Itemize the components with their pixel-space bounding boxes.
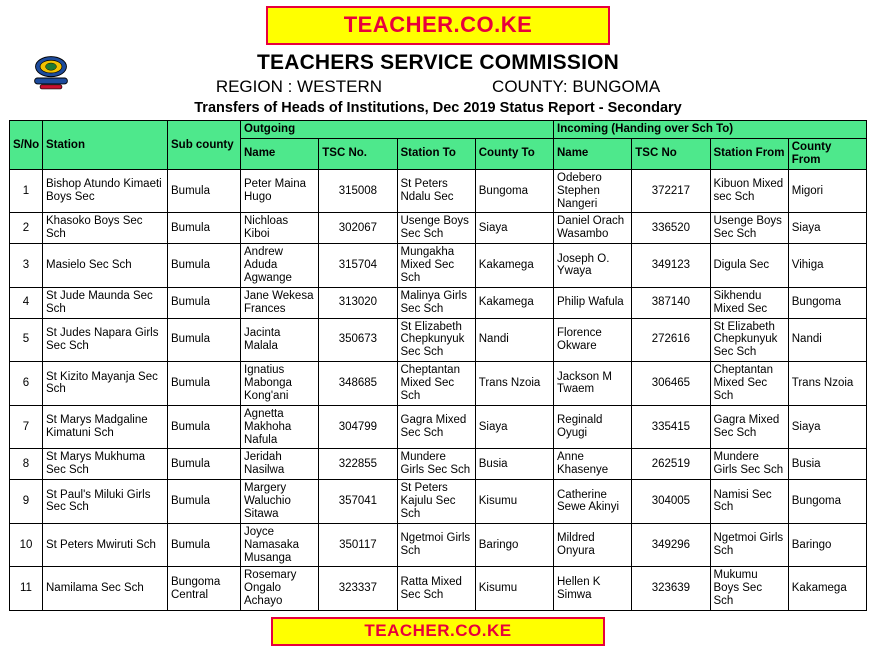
cell-out-name: Jeridah Nasilwa bbox=[241, 449, 319, 480]
cell-sn: 11 bbox=[10, 567, 43, 611]
cell-in-station-from: Digula Sec bbox=[710, 244, 788, 288]
cell-station: St Jude Maunda Sec Sch bbox=[43, 287, 168, 318]
cell-out-name: Rosemary Ongalo Achayo bbox=[241, 567, 319, 611]
tsc-crest-logo bbox=[28, 53, 74, 93]
cell-out-tsc: 304799 bbox=[319, 405, 397, 449]
table-row bbox=[10, 480, 867, 524]
cell-out-county-to: Nandi bbox=[475, 318, 553, 362]
table-row bbox=[10, 244, 867, 288]
cell-out-station-to: Ngetmoi Girls Sch bbox=[397, 523, 475, 567]
cell-in-county-from: Bungoma bbox=[788, 480, 866, 524]
table-row bbox=[10, 449, 867, 480]
cell-out-station-to: Mundere Girls Sec Sch bbox=[397, 449, 475, 480]
cell-in-station-from: Ngetmoi Girls Sch bbox=[710, 523, 788, 567]
cell-out-tsc: 348685 bbox=[319, 362, 397, 406]
cell-sub-county: Bumula bbox=[168, 405, 241, 449]
cell-sub-county: Bumula bbox=[168, 523, 241, 567]
cell-sn: 10 bbox=[10, 523, 43, 567]
cell-out-name: Andrew Aduda Agwange bbox=[241, 244, 319, 288]
cell-sub-county: Bungoma Central bbox=[168, 567, 241, 611]
table-row bbox=[10, 362, 867, 406]
cell-sn: 7 bbox=[10, 405, 43, 449]
group-header-incoming: Incoming (Handing over Sch To) bbox=[554, 121, 867, 139]
cell-in-county-from: Nandi bbox=[788, 318, 866, 362]
cell-out-county-to: Trans Nzoia bbox=[475, 362, 553, 406]
col-sn: S/No bbox=[10, 121, 43, 170]
cell-sn: 9 bbox=[10, 480, 43, 524]
cell-station: St Marys Madgaline Kimatuni Sch bbox=[43, 405, 168, 449]
cell-out-station-to: Malinya Girls Sec Sch bbox=[397, 287, 475, 318]
cell-out-name: Joyce Namasaka Musanga bbox=[241, 523, 319, 567]
cell-out-station-to: St Peters Kajulu Sec Sch bbox=[397, 480, 475, 524]
cell-out-station-to: Mungakha Mixed Sec Sch bbox=[397, 244, 475, 288]
col-in-tsc: TSC No bbox=[632, 139, 710, 170]
cell-sub-county: Bumula bbox=[168, 169, 241, 213]
cell-out-name: Jacinta Malala bbox=[241, 318, 319, 362]
cell-in-tsc: 387140 bbox=[632, 287, 710, 318]
table-row bbox=[10, 523, 867, 567]
cell-in-county-from: Siaya bbox=[788, 405, 866, 449]
cell-in-station-from: Sikhendu Mixed Sec bbox=[710, 287, 788, 318]
col-station: Station bbox=[43, 121, 168, 170]
cell-in-station-from: Cheptantan Mixed Sec Sch bbox=[710, 362, 788, 406]
cell-out-name: Nichloas Kiboi bbox=[241, 213, 319, 244]
cell-in-name: Philip Wafula bbox=[554, 287, 632, 318]
cell-station: Namilama Sec Sch bbox=[43, 567, 168, 611]
cell-out-county-to: Kakamega bbox=[475, 244, 553, 288]
cell-out-county-to: Kisumu bbox=[475, 567, 553, 611]
cell-in-station-from: St Elizabeth Chepkunyuk Sec Sch bbox=[710, 318, 788, 362]
cell-out-county-to: Busia bbox=[475, 449, 553, 480]
cell-in-county-from: Busia bbox=[788, 449, 866, 480]
table-row bbox=[10, 213, 867, 244]
cell-out-tsc: 357041 bbox=[319, 480, 397, 524]
col-in-station-from: Station From bbox=[710, 139, 788, 170]
table-group-header-row bbox=[10, 121, 867, 139]
cell-sn: 1 bbox=[10, 169, 43, 213]
cell-out-tsc: 315008 bbox=[319, 169, 397, 213]
cell-sn: 4 bbox=[10, 287, 43, 318]
cell-in-station-from: Mukumu Boys Sec Sch bbox=[710, 567, 788, 611]
cell-in-county-from: Bungoma bbox=[788, 287, 866, 318]
cell-in-name: Mildred Onyura bbox=[554, 523, 632, 567]
cell-in-tsc: 272616 bbox=[632, 318, 710, 362]
cell-in-name: Joseph O. Ywaya bbox=[554, 244, 632, 288]
cell-in-tsc: 262519 bbox=[632, 449, 710, 480]
cell-sub-county: Bumula bbox=[168, 244, 241, 288]
cell-out-tsc: 302067 bbox=[319, 213, 397, 244]
cell-out-county-to: Kisumu bbox=[475, 480, 553, 524]
cell-sn: 3 bbox=[10, 244, 43, 288]
region-label: REGION : WESTERN bbox=[215, 77, 383, 97]
cell-out-station-to: Cheptantan Mixed Sec Sch bbox=[397, 362, 475, 406]
table-row bbox=[10, 405, 867, 449]
col-out-station-to: Station To bbox=[397, 139, 475, 170]
table-row bbox=[10, 318, 867, 362]
cell-out-station-to: Usenge Boys Sec Sch bbox=[397, 213, 475, 244]
top-watermark-banner: TEACHER.CO.KE bbox=[266, 6, 610, 45]
cell-out-station-to: St Peters Ndalu Sec bbox=[397, 169, 475, 213]
cell-in-name: Florence Okware bbox=[554, 318, 632, 362]
cell-out-name: Peter Maina Hugo bbox=[241, 169, 319, 213]
cell-in-county-from: Migori bbox=[788, 169, 866, 213]
cell-in-name: Daniel Orach Wasambo bbox=[554, 213, 632, 244]
cell-station: St Paul's Miluki Girls Sec Sch bbox=[43, 480, 168, 524]
table-body bbox=[10, 169, 867, 610]
bottom-watermark-banner: TEACHER.CO.KE bbox=[271, 617, 605, 646]
cell-out-name: Jane Wekesa Frances bbox=[241, 287, 319, 318]
cell-out-name: Ignatius Mabonga Kong'ani bbox=[241, 362, 319, 406]
transfers-table bbox=[9, 120, 867, 611]
group-header-outgoing: Outgoing bbox=[241, 121, 554, 139]
cell-station: Khasoko Boys Sec Sch bbox=[43, 213, 168, 244]
table-head bbox=[10, 121, 867, 170]
col-out-name: Name bbox=[241, 139, 319, 170]
cell-out-county-to: Siaya bbox=[475, 405, 553, 449]
cell-sub-county: Bumula bbox=[168, 287, 241, 318]
cell-in-name: Hellen K Simwa bbox=[554, 567, 632, 611]
cell-sn: 2 bbox=[10, 213, 43, 244]
cell-out-tsc: 322855 bbox=[319, 449, 397, 480]
cell-in-county-from: Trans Nzoia bbox=[788, 362, 866, 406]
cell-sn: 5 bbox=[10, 318, 43, 362]
cell-out-tsc: 350117 bbox=[319, 523, 397, 567]
cell-sub-county: Bumula bbox=[168, 480, 241, 524]
col-sub-county: Sub county bbox=[168, 121, 241, 170]
cell-in-county-from: Kakamega bbox=[788, 567, 866, 611]
cell-out-county-to: Kakamega bbox=[475, 287, 553, 318]
cell-in-name: Jackson M Twaem bbox=[554, 362, 632, 406]
cell-in-tsc: 349296 bbox=[632, 523, 710, 567]
cell-station: Masielo Sec Sch bbox=[43, 244, 168, 288]
cell-out-tsc: 315704 bbox=[319, 244, 397, 288]
col-in-county-from: County From bbox=[788, 139, 866, 170]
cell-out-name: Margery Waluchio Sitawa bbox=[241, 480, 319, 524]
cell-in-station-from: Kibuon Mixed sec Sch bbox=[710, 169, 788, 213]
table-row bbox=[10, 287, 867, 318]
cell-out-name: Agnetta Makhoha Nafula bbox=[241, 405, 319, 449]
cell-in-station-from: Namisi Sec Sch bbox=[710, 480, 788, 524]
cell-station: St Peters Mwiruti Sch bbox=[43, 523, 168, 567]
county-label: COUNTY: BUNGOMA bbox=[492, 77, 661, 97]
cell-in-name: Odebero Stephen Nangeri bbox=[554, 169, 632, 213]
cell-in-county-from: Baringo bbox=[788, 523, 866, 567]
cell-out-tsc: 313020 bbox=[319, 287, 397, 318]
cell-station: St Judes Napara Girls Sec Sch bbox=[43, 318, 168, 362]
cell-in-tsc: 335415 bbox=[632, 405, 710, 449]
cell-in-name: Reginald Oyugi bbox=[554, 405, 632, 449]
cell-out-county-to: Siaya bbox=[475, 213, 553, 244]
cell-station: Bishop Atundo Kimaeti Boys Sec bbox=[43, 169, 168, 213]
cell-out-station-to: Gagra Mixed Sec Sch bbox=[397, 405, 475, 449]
col-out-county-to: County To bbox=[475, 139, 553, 170]
region-county-row bbox=[0, 77, 876, 97]
col-in-name: Name bbox=[554, 139, 632, 170]
cell-station: St Marys Mukhuma Sec Sch bbox=[43, 449, 168, 480]
cell-out-station-to: Ratta Mixed Sec Sch bbox=[397, 567, 475, 611]
document-header bbox=[0, 51, 876, 116]
cell-station: St Kizito Mayanja Sec Sch bbox=[43, 362, 168, 406]
cell-sub-county: Bumula bbox=[168, 449, 241, 480]
table-row bbox=[10, 169, 867, 213]
cell-in-tsc: 304005 bbox=[632, 480, 710, 524]
cell-in-tsc: 323639 bbox=[632, 567, 710, 611]
cell-sub-county: Bumula bbox=[168, 318, 241, 362]
cell-in-station-from: Mundere Girls Sec Sch bbox=[710, 449, 788, 480]
col-out-tsc: TSC No. bbox=[319, 139, 397, 170]
cell-sub-county: Bumula bbox=[168, 213, 241, 244]
cell-in-tsc: 306465 bbox=[632, 362, 710, 406]
page-title: TEACHERS SERVICE COMMISSION bbox=[256, 51, 620, 74]
document-page bbox=[0, 6, 876, 641]
cell-in-county-from: Siaya bbox=[788, 213, 866, 244]
cell-out-tsc: 350673 bbox=[319, 318, 397, 362]
cell-in-tsc: 336520 bbox=[632, 213, 710, 244]
cell-in-tsc: 349123 bbox=[632, 244, 710, 288]
report-subtitle: Transfers of Heads of Institutions, Dec 2019 Status Report - Secondary bbox=[194, 100, 682, 117]
cell-in-tsc: 372217 bbox=[632, 169, 710, 213]
cell-in-county-from: Vihiga bbox=[788, 244, 866, 288]
cell-in-station-from: Gagra Mixed Sec Sch bbox=[710, 405, 788, 449]
cell-in-name: Catherine Sewe Akinyi bbox=[554, 480, 632, 524]
cell-in-name: Anne Khasenye bbox=[554, 449, 632, 480]
cell-out-county-to: Bungoma bbox=[475, 169, 553, 213]
cell-sn: 6 bbox=[10, 362, 43, 406]
cell-sn: 8 bbox=[10, 449, 43, 480]
cell-out-tsc: 323337 bbox=[319, 567, 397, 611]
cell-in-station-from: Usenge Boys Sec Sch bbox=[710, 213, 788, 244]
table-row bbox=[10, 567, 867, 611]
cell-sub-county: Bumula bbox=[168, 362, 241, 406]
cell-out-county-to: Baringo bbox=[475, 523, 553, 567]
cell-out-station-to: St Elizabeth Chepkunyuk Sec Sch bbox=[397, 318, 475, 362]
